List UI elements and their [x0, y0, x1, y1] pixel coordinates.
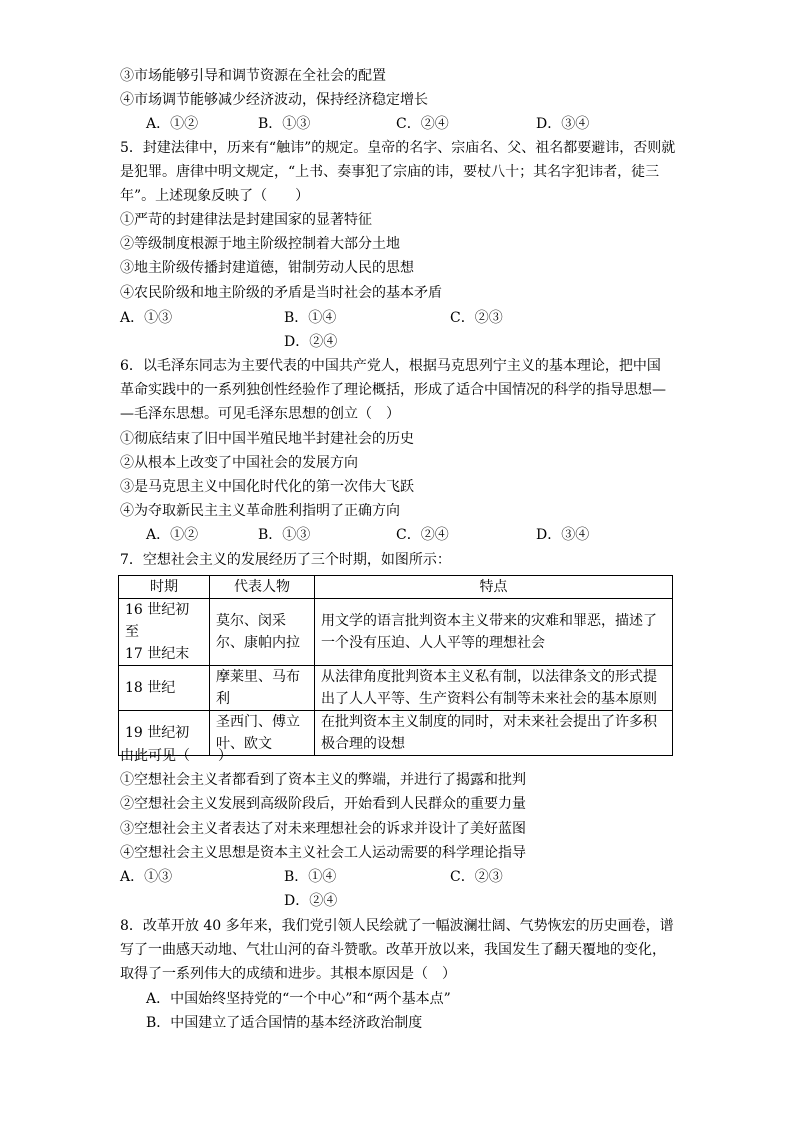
q6-stem-line-3: —毛泽东思想。可见毛泽东思想的创立（ ） — [120, 406, 400, 422]
q5-option-a[interactable]: A．①③ — [120, 310, 173, 326]
cell-line: 叶、欧文 — [216, 736, 272, 752]
table-cell-people — [210, 666, 315, 711]
q7-stem-line-2: 由此可见（ ） — [120, 748, 232, 764]
table-cell-feature — [315, 599, 673, 666]
q7-option-c[interactable]: C．②③ — [450, 869, 503, 885]
q4-option-d[interactable]: D．③④ — [536, 116, 590, 132]
q5-stem-line-1: 5．封建法律中，历来有“触讳”的规定。皇帝的名字、宗庙名、父、祖名都要避讳，否则就 — [120, 140, 676, 156]
cell-line: 摩莱里、马布 — [216, 669, 300, 685]
q5-statement-4: ④农民阶级和地主阶级的矛盾是当时社会的基本矛盾 — [120, 285, 442, 301]
q5-option-c[interactable]: C．②③ — [450, 310, 503, 326]
q8-option-b[interactable]: B．中国建立了适合国情的基本经济政治制度 — [146, 1015, 423, 1031]
cell-line: 从法律角度批判资本主义私有制，以法律条文的形式提 — [321, 669, 657, 685]
q7-option-a[interactable]: A．①③ — [120, 869, 173, 885]
q7-stem-line-1: 7．空想社会主义的发展经历了三个时期，如图所示： — [120, 552, 451, 568]
q5-stem-line-3: 年”。上述现象反映了（ ） — [120, 188, 310, 204]
q4-option-b[interactable]: B．①③ — [258, 116, 311, 132]
cell-line: 极合理的设想 — [321, 736, 405, 752]
q6-statement-4: ④为夺取新民主主义革命胜利指明了正确方向 — [120, 503, 400, 519]
q8-stem-line-3: 取得了一系列伟大的成绩和进步。其根本原因是（ ） — [120, 966, 456, 982]
cell-line: 圣西门、傅立 — [216, 714, 300, 730]
q7-statement-4: ④空想社会主义思想是资本主义社会工人运动需要的科学理论指导 — [120, 845, 526, 861]
table-row — [119, 599, 673, 666]
q8-stem-line-1: 8．改革开放 40 多年来，我们党引领人民绘就了一幅波澜壮阔、气势恢宏的历史画卷，谱 — [120, 918, 674, 934]
table-cell-period — [119, 599, 210, 666]
q6-statement-3: ③是马克思主义中国化时代化的第一次伟大飞跃 — [120, 479, 414, 495]
q4-statement-4: ④市场调节能够减少经济波动，保持经济稳定增长 — [120, 92, 428, 108]
table-cell-feature — [315, 711, 673, 756]
q6-statement-1: ①彻底结束了旧中国半殖民地半封建社会的历史 — [120, 431, 414, 447]
q4-option-c[interactable]: C．②④ — [396, 116, 449, 132]
cell-line: 在批判资本主义制度的同时，对未来社会提出了许多积 — [321, 714, 657, 730]
cell-line: 用文学的语言批判资本主义带来的灾难和罪恶，描述了 — [321, 613, 657, 629]
cell-line: 19 世纪初 — [125, 725, 190, 741]
q4-option-a[interactable]: A．①② — [146, 116, 199, 132]
cell-line: 18 世纪 — [125, 680, 176, 696]
cell-line: 16 世纪初至 — [125, 602, 190, 640]
q5-option-d[interactable]: D．②④ — [284, 334, 338, 350]
q6-option-c[interactable]: C．②④ — [396, 527, 449, 543]
q7-option-d[interactable]: D．②④ — [284, 893, 338, 909]
table-cell-feature — [315, 666, 673, 711]
cell-line: 尔、康帕内拉 — [216, 635, 300, 651]
q5-statement-2: ②等级制度根源于地主阶级控制着大部分土地 — [120, 236, 400, 252]
q6-stem-line-1: 6．以毛泽东同志为主要代表的中国共产党人，根据马克思列宁主义的基本理论，把中国 — [120, 358, 661, 374]
utopian-socialism-table — [118, 575, 673, 756]
table-cell-people — [210, 599, 315, 666]
cell-line: 一个没有压迫、人人平等的理想社会 — [321, 635, 545, 651]
q8-stem-line-2: 写了一曲感天动地、气壮山河的奋斗赞歌。改革开放以来，我国发生了翻天覆地的变化， — [120, 942, 666, 958]
q6-stem-line-2: 革命实践中的一系列独创性经验作了理论概括，形成了适合中国情况的科学的指导思想— — [120, 382, 666, 398]
q6-option-a[interactable]: A．①② — [146, 527, 199, 543]
table-header-feature: 特点 — [315, 576, 673, 599]
q7-statement-1: ①空想社会主义者都看到了资本主义的弊端，并进行了揭露和批判 — [120, 772, 526, 788]
q4-statement-3: ③市场能够引导和调节资源在全社会的配置 — [120, 68, 386, 84]
q5-statement-3: ③地主阶级传播封建道德，钳制劳动人民的思想 — [120, 260, 414, 276]
q7-option-b[interactable]: B．①④ — [284, 869, 337, 885]
q6-option-b[interactable]: B．①③ — [258, 527, 311, 543]
table-row — [119, 666, 673, 711]
q7-statement-3: ③空想社会主义者表达了对未来理想社会的诉求并设计了美好蓝图 — [120, 821, 526, 837]
q5-stem-line-2: 是犯罪。唐律中明文规定，“上书、奏事犯了宗庙的讳，要杖八十；其名字犯讳者，徒三 — [120, 164, 660, 180]
q6-option-d[interactable]: D．③④ — [536, 527, 590, 543]
table-header-period: 时期 — [119, 576, 210, 599]
q8-option-a[interactable]: A．中国始终坚持党的“一个中心”和“两个基本点” — [146, 991, 451, 1007]
q5-statement-1: ①严苛的封建律法是封建国家的显著特征 — [120, 212, 372, 228]
cell-line: 17 世纪末 — [125, 646, 190, 662]
q5-option-b[interactable]: B．①④ — [284, 310, 337, 326]
table-header-people: 代表人物 — [210, 576, 315, 599]
q6-statement-2: ②从根本上改变了中国社会的发展方向 — [120, 455, 358, 471]
cell-line: 莫尔、闵采 — [216, 613, 286, 629]
cell-line: 出了人人平等、生产资料公有制等未来社会的基本原则 — [321, 691, 657, 707]
table-cell-period — [119, 666, 210, 711]
q7-statement-2: ②空想社会主义发展到高级阶段后，开始看到人民群众的重要力量 — [120, 796, 526, 812]
cell-line: 利 — [216, 691, 230, 707]
table-header-row — [119, 576, 673, 599]
